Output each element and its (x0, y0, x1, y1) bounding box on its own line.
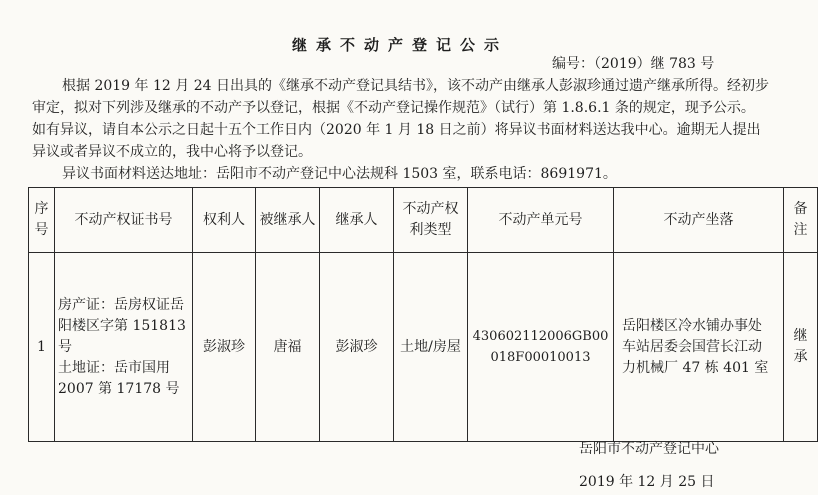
cert-land: 土地证：岳市国用 2007 第 17178 号 (58, 359, 180, 397)
header-location: 不动产坐落 (614, 188, 784, 253)
cell-cert (55, 253, 193, 442)
header-unit-no: 不动产单元号 (468, 188, 614, 253)
header-right-type: 不动产权利类型 (394, 188, 468, 253)
notice-paragraph-line-2: 审定，拟对下列涉及继承的不动产予以登记，根据《不动产登记操作规范》（试行）第 1.8.6.1 条的规定，现予公示。 (32, 100, 755, 116)
registration-table (28, 187, 818, 442)
notice-paragraph-line-4: 异议或者异议不成立的，我中心将予以登记。 (32, 144, 312, 160)
notice-address-line: 异议书面材料送达地址：岳阳市不动产登记中心法规科 1503 室，联系电话：8691971。 (62, 166, 617, 182)
document-number: 编号：（2019）继 783 号 (552, 56, 715, 72)
notice-paragraph-line-1: 根据 2019 年 12 月 24 日出具的《继承不动产登记具结书》，该不动产由继承人彭淑珍通过遗产继承所得。经初步 (62, 78, 769, 94)
table-header-row (29, 188, 818, 253)
signing-date: 2019 年 12 月 25 日 (579, 474, 715, 490)
header-heir: 继承人 (320, 188, 394, 253)
cell-decedent: 唐福 (256, 253, 320, 442)
cell-right-type: 土地/房屋 (394, 253, 468, 442)
table-row (29, 253, 818, 442)
header-cert: 不动产权证书号 (55, 188, 193, 253)
signing-organization: 岳阳市不动产登记中心 (579, 441, 719, 457)
notice-title: 继承不动产登记公示 (291, 36, 508, 54)
cell-holder: 彭淑珍 (193, 253, 256, 442)
notice-paragraph-line-3: 如有异议，请自本公示之日起十五个工作日内（2020 年 1 月 18 日之前）将异议书面材料送达我中心。逾期无人提出 (32, 122, 761, 138)
header-seq: 序号 (29, 188, 55, 253)
cert-house: 房产证：岳房权证岳阳楼区字第 151813 号 (58, 296, 186, 355)
header-decedent: 被继承人 (256, 188, 320, 253)
header-holder: 权利人 (193, 188, 256, 253)
header-remark: 备注 (784, 188, 818, 253)
cell-heir: 彭淑珍 (320, 253, 394, 442)
cell-location: 岳阳楼区冷水铺办事处车站居委会国营长江动力机械厂 47 栋 401 室 (614, 253, 784, 442)
cell-seq: 1 (29, 253, 55, 442)
cell-remark: 继承 (784, 253, 818, 442)
cell-unit-no: 430602112006GB00018F00010013 (468, 253, 614, 442)
